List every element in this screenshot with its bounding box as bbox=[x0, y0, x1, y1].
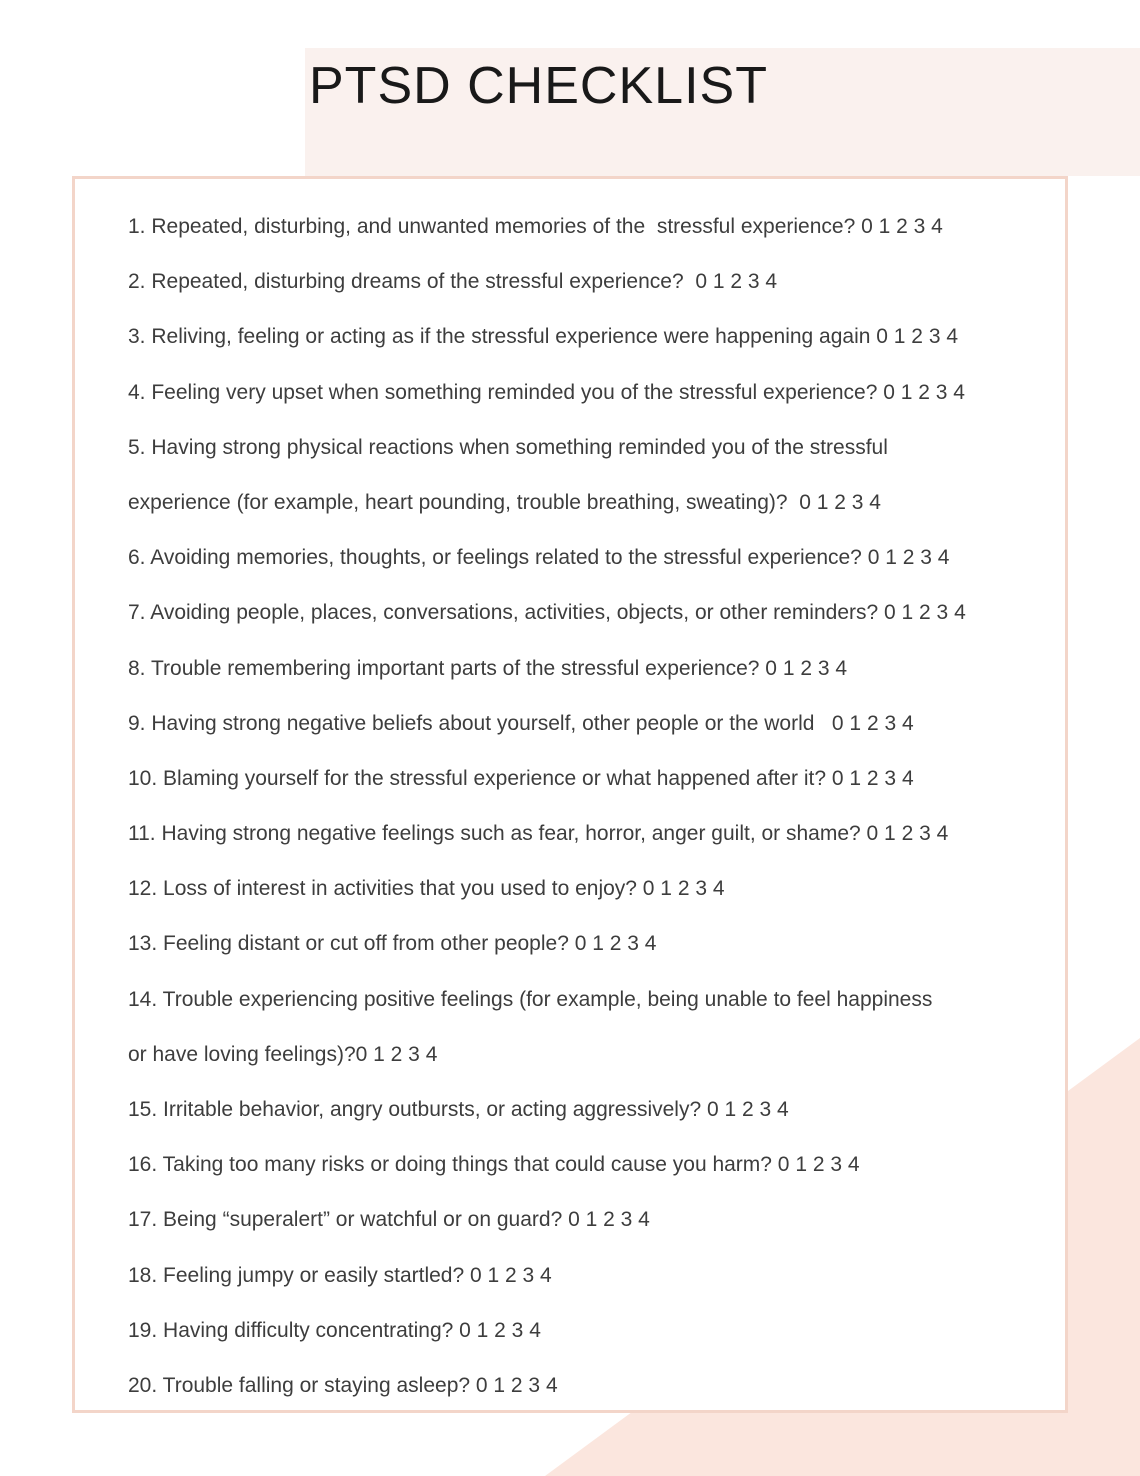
checklist-line: 16. Taking too many risks or doing things that could cause you harm? 0 1 2 3 4 bbox=[128, 1153, 860, 1177]
checklist-line: experience (for example, heart pounding, trouble breathing, sweating)? 0 1 2 3 4 bbox=[128, 490, 881, 514]
checklist-line: 1. Repeated, disturbing, and unwanted memories of the stressful experience? 0 1 2 3 4 bbox=[128, 215, 943, 238]
checklist-line: 10. Blaming yourself for the stressful experience or what happened after it? 0 1 2 3 4 bbox=[128, 766, 914, 790]
checklist-line: 15. Irritable behavior, angry outbursts, or acting aggressively? 0 1 2 3 4 bbox=[128, 1098, 789, 1121]
checklist-line: 12. Loss of interest in activities that you used to enjoy? 0 1 2 3 4 bbox=[128, 877, 725, 901]
checklist-line: 13. Feeling distant or cut off from other people? 0 1 2 3 4 bbox=[128, 932, 657, 956]
checklist-line: 19. Having difficulty concentrating? 0 1 2 3 4 bbox=[128, 1318, 541, 1342]
header-band bbox=[305, 48, 1140, 176]
checklist-line: 7. Avoiding people, places, conversations, activities, objects, or other reminders? 0 1 2 3 4 bbox=[128, 601, 966, 625]
checklist-line: 20. Trouble falling or staying asleep? 0 1 2 3 4 bbox=[128, 1373, 558, 1397]
checklist-line: 4. Feeling very upset when something reminded you of the stressful experience? 0 1 2 3 4 bbox=[128, 380, 965, 404]
page-title: PTSD CHECKLIST bbox=[309, 57, 768, 115]
checklist-line: 14. Trouble experiencing positive feelings (for example, being unable to feel happiness bbox=[128, 987, 933, 1011]
checklist-line: 3. Reliving, feeling or acting as if the stressful experience were happening again 0 1 2 3 4 bbox=[128, 325, 959, 349]
checklist-line: 8. Trouble remembering important parts of the stressful experience? 0 1 2 3 4 bbox=[128, 656, 848, 680]
checklist-line: 2. Repeated, disturbing dreams of the stressful experience? 0 1 2 3 4 bbox=[128, 270, 778, 294]
checklist-line: or have loving feelings)?0 1 2 3 4 bbox=[128, 1042, 438, 1066]
checklist-line: 17. Being “superalert” or watchful or on guard? 0 1 2 3 4 bbox=[128, 1208, 650, 1232]
checklist-line: 9. Having strong negative beliefs about yourself, other people or the world 0 1 2 3 4 bbox=[128, 711, 914, 735]
checklist-panel bbox=[72, 176, 1068, 1413]
checklist-line: 18. Feeling jumpy or easily startled? 0 1 2 3 4 bbox=[128, 1263, 552, 1287]
checklist-line: 6. Avoiding memories, thoughts, or feelings related to the stressful experience? 0 1 2 3 4 bbox=[128, 546, 950, 570]
checklist-lines bbox=[128, 199, 1063, 1413]
checklist-line: 11. Having strong negative feelings such as fear, horror, anger guilt, or shame? 0 1 2 3 4 bbox=[128, 822, 949, 846]
checklist-line: 5. Having strong physical reactions when something reminded you of the stressful bbox=[128, 435, 888, 459]
